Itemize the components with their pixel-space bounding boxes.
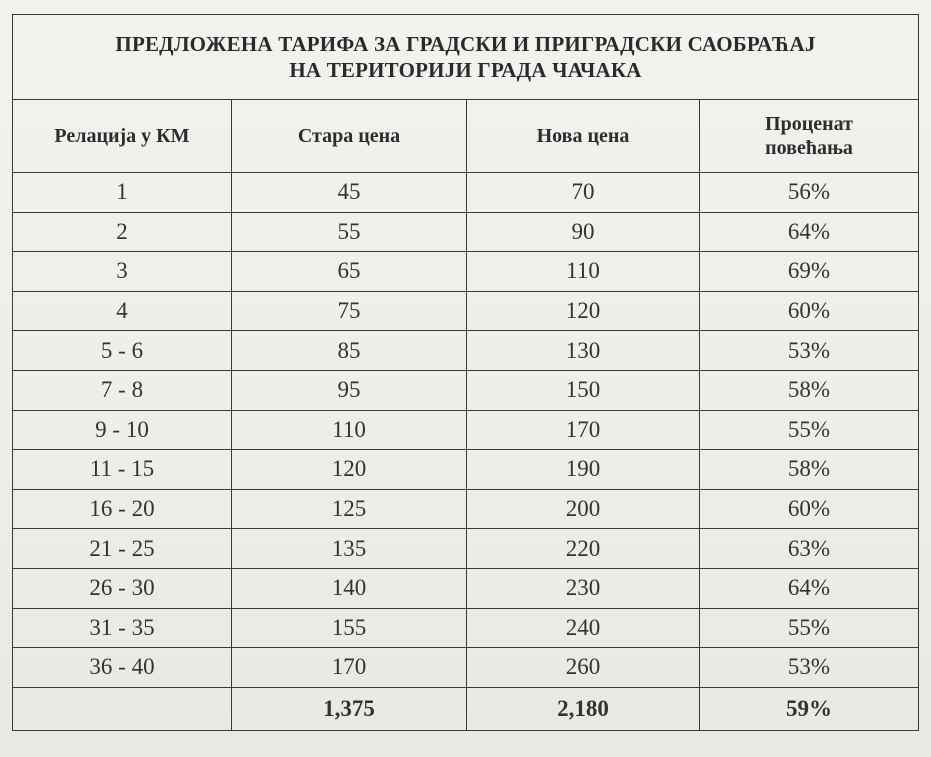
cell-relation: 3 <box>13 252 232 292</box>
header-percent-increase <box>700 100 919 173</box>
cell-new-price: 130 <box>467 331 700 371</box>
cell-old-price: 45 <box>232 173 467 213</box>
header-percent-line-1: Проценат <box>765 113 853 135</box>
header-percent-line-2: повећања <box>765 137 853 159</box>
header-new-price: Нова цена <box>467 100 700 173</box>
cell-percent: 56% <box>700 173 919 213</box>
table-row <box>13 489 919 529</box>
cell-relation: 16 - 20 <box>13 489 232 529</box>
total-old-price: 1,375 <box>232 687 467 730</box>
cell-old-price: 75 <box>232 291 467 331</box>
cell-new-price: 120 <box>467 291 700 331</box>
cell-old-price: 170 <box>232 648 467 688</box>
cell-new-price: 170 <box>467 410 700 450</box>
table-row <box>13 331 919 371</box>
table-row <box>13 648 919 688</box>
table-row <box>13 529 919 569</box>
cell-percent: 58% <box>700 450 919 490</box>
cell-new-price: 90 <box>467 212 700 252</box>
cell-new-price: 70 <box>467 173 700 213</box>
table-title <box>13 15 919 100</box>
header-old-price: Стара цена <box>232 100 467 173</box>
table-row <box>13 568 919 608</box>
cell-percent: 55% <box>700 608 919 648</box>
cell-new-price: 200 <box>467 489 700 529</box>
table-row <box>13 173 919 213</box>
cell-old-price: 85 <box>232 331 467 371</box>
table-title-line-1: ПРЕДЛОЖЕНА ТАРИФА ЗА ГРАДСКИ И ПРИГРАДСКИ САОБРАЋАЈ <box>115 32 816 56</box>
table-row <box>13 212 919 252</box>
cell-new-price: 190 <box>467 450 700 490</box>
tariff-table <box>12 14 919 731</box>
cell-percent: 60% <box>700 291 919 331</box>
totals-row <box>13 687 919 730</box>
cell-old-price: 155 <box>232 608 467 648</box>
table-title-line-2: НА ТЕРИТОРИЈИ ГРАДА ЧАЧАКА <box>289 58 642 82</box>
cell-relation: 9 - 10 <box>13 410 232 450</box>
total-relation <box>13 687 232 730</box>
cell-percent: 60% <box>700 489 919 529</box>
cell-new-price: 240 <box>467 608 700 648</box>
table-row <box>13 450 919 490</box>
cell-new-price: 150 <box>467 370 700 410</box>
header-relation: Релација у КМ <box>13 100 232 173</box>
cell-old-price: 120 <box>232 450 467 490</box>
cell-old-price: 140 <box>232 568 467 608</box>
cell-percent: 53% <box>700 331 919 371</box>
cell-percent: 64% <box>700 212 919 252</box>
total-new-price: 2,180 <box>467 687 700 730</box>
header-row <box>13 100 919 173</box>
cell-old-price: 135 <box>232 529 467 569</box>
cell-percent: 69% <box>700 252 919 292</box>
cell-relation: 7 - 8 <box>13 370 232 410</box>
table-row <box>13 252 919 292</box>
cell-old-price: 65 <box>232 252 467 292</box>
cell-relation: 5 - 6 <box>13 331 232 371</box>
cell-relation: 31 - 35 <box>13 608 232 648</box>
cell-relation: 11 - 15 <box>13 450 232 490</box>
table-row <box>13 608 919 648</box>
cell-percent: 64% <box>700 568 919 608</box>
cell-relation: 1 <box>13 173 232 213</box>
table-row <box>13 291 919 331</box>
table-body <box>13 173 919 731</box>
table-row <box>13 410 919 450</box>
cell-percent: 53% <box>700 648 919 688</box>
cell-old-price: 125 <box>232 489 467 529</box>
cell-new-price: 220 <box>467 529 700 569</box>
cell-relation: 21 - 25 <box>13 529 232 569</box>
cell-relation: 26 - 30 <box>13 568 232 608</box>
cell-old-price: 110 <box>232 410 467 450</box>
cell-old-price: 55 <box>232 212 467 252</box>
cell-percent: 63% <box>700 529 919 569</box>
cell-new-price: 230 <box>467 568 700 608</box>
table-row <box>13 370 919 410</box>
cell-relation: 4 <box>13 291 232 331</box>
cell-relation: 2 <box>13 212 232 252</box>
cell-relation: 36 - 40 <box>13 648 232 688</box>
title-row <box>13 15 919 100</box>
cell-old-price: 95 <box>232 370 467 410</box>
cell-percent: 58% <box>700 370 919 410</box>
cell-new-price: 110 <box>467 252 700 292</box>
cell-new-price: 260 <box>467 648 700 688</box>
cell-percent: 55% <box>700 410 919 450</box>
total-percent: 59% <box>700 687 919 730</box>
